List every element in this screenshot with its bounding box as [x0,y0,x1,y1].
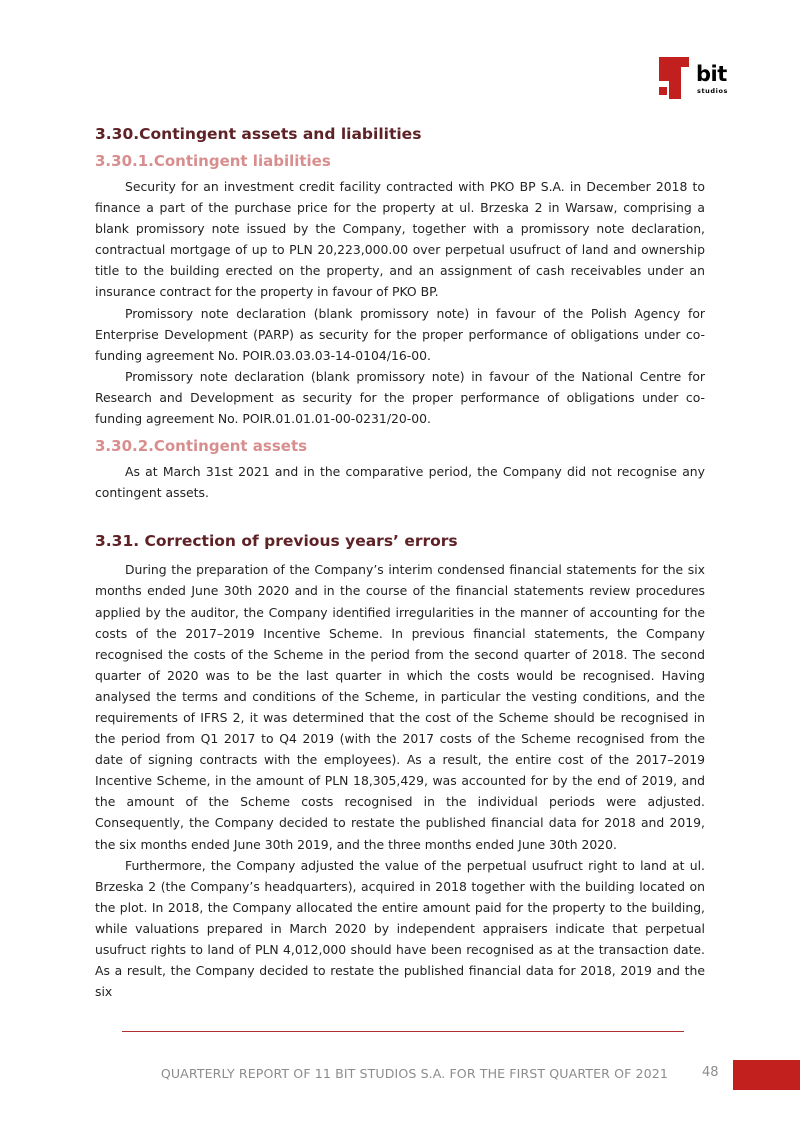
page-tab-marker [733,1060,800,1090]
page-number: 48 [702,1065,719,1080]
paragraph: During the preparation of the Company’s interim condensed financial statements for the six months ended June 30th 2020 and in the course of the financial statements review procedures applied by the auditor, the Company identified irregularities in the manner of accounting for the costs of the 2017–2019 Incentive Scheme. In previous financial statements, the Company recognised the costs of the Scheme in the period from the second quarter of 2018. The second quarter of 2020 was to be the last quarter in which the costs would be recognised. Having analysed the terms and conditions of the Scheme, in particular the vesting conditions, and the requirements of IFRS 2, it was determined that the cost of the Scheme should be recognised in the period from Q1 2017 to Q4 2019 (with the 2017 costs of the Scheme recognised from the date of signing contracts with the employees). As a result, the entire cost of the 2017–2019 Incentive Scheme, in the amount of PLN 18,305,429, was accounted for by the end of 2019, and the amount of the Scheme costs recognised in the individual periods were adjusted. Consequently, the Company decided to restate the published financial data for 2018 and 2019, the six months ended June 30th 2019, and the three months ended June 30th 2020. [95,562,705,852]
paragraph: Promissory note declaration (blank promissory note) in favour of the National Centre for Research and Development as security for the proper performance of obligations under co-funding agreement No. POIR.01.01.01-00-0231/20-00. [95,368,705,427]
paragraph: Promissory note declaration (blank promissory note) in favour of the Polish Agency for Enterprise Development (PARP) as security for the proper performance of obligations under co-funding agreement No. POIR.03.03.03-14-0104/16-00. [95,305,705,363]
document-body [95,123,705,1002]
paragraph: Security for an investment credit facility contracted with PKO BP S.A. in December 2018 to finance a part of the purchase price for the property at ul. Brzeska 2 in Warsaw, comprising a blank promissory note issued by the Company, together with a promissory note declaration, contractual mortgage of up to PLN 20,223,000.00 over perpetual usufruct of land and ownership title to the building erected on the property, and an assignment of cash receivables under an insurance contract for the property in favour of PKO BP. [95,179,705,300]
paragraph: Furthermore, the Company adjusted the value of the perpetual usufruct right to land at ul. Brzeska 2 (the Company’s headquarters), acquired in 2018 together with the building located on the plot. In 2018, the Company allocated the entire amount paid for the property to the building, while valuations prepared in March 2020 by independent appraisers indicate that perpetual usufruct rights to land of PLN 4,012,000 should have been recognised as at the transaction date. As a result, the Company decided to restate the published financial data for 2018, 2019 and the six [95,857,705,1000]
subsection-heading-3-30-2: 3.30.2.Contingent assets [95,437,308,456]
footer-divider [122,1031,684,1032]
footer-report-title: QUARTERLY REPORT OF 11 BIT STUDIOS S.A. FOR THE FIRST QUARTER OF 2021 [160,1066,668,1081]
company-logo-word: bit [696,62,727,86]
subsection-heading-3-30-1: 3.30.1.Contingent liabilities [95,152,331,170]
company-logo-subtitle: studios [697,87,729,95]
paragraph: As at March 31st 2021 and in the comparative period, the Company did not recognise any contingent assets. [95,464,705,501]
section-heading-3-31: 3.31. Correction of previous years’ errors [95,532,458,551]
section-heading-3-30: 3.30.Contingent assets and liabilities [95,125,422,143]
